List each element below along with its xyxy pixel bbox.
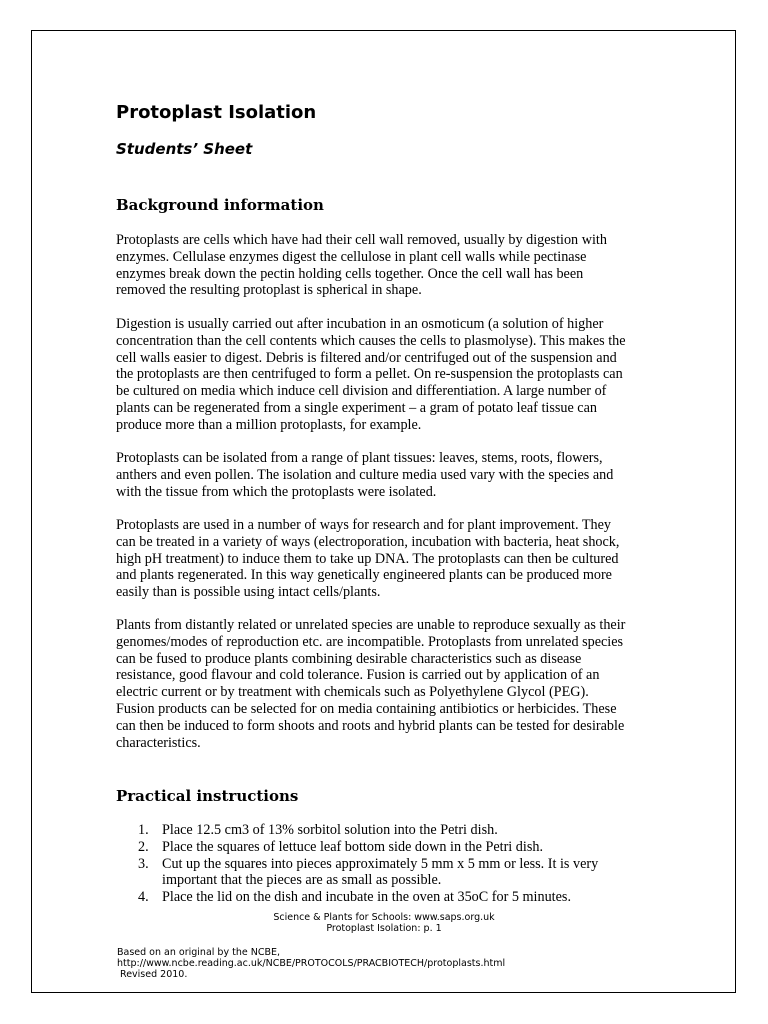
text-line: high pH treatment) to induce them to take up DNA. The protoplasts can then be cultured [116,550,619,567]
text-line: can be treated in a variety of ways (electroporation, incubation with bacteria, heat shock, [116,533,620,550]
background-paragraph-3 [116,450,676,500]
text-line: Protoplasts can be isolated from a range of plant tissues: leaves, stems, roots, flowers, [116,450,603,466]
text-line: be cultured on media which induce cell division and differentiation. A large number of [116,383,607,400]
credit-line: Based on an original by the NCBE, [117,947,280,958]
step-number: 3. [138,855,149,872]
practical-heading: Practical instructions [116,787,299,805]
background-paragraph-1 [116,232,676,299]
step-text: Cut up the squares into pieces approximately 5 mm x 5 mm or less. It is very [162,855,599,872]
step-number: 4. [138,889,149,906]
text-line: can be fused to produce plants combining desirable characteristics such as disease [116,650,582,667]
step-number: 1. [138,822,149,838]
text-line: Digestion is usually carried out after incubation in an osmoticum (a solution of higher [116,316,604,332]
text-line: Fusion products can be selected for on media containing antibiotics or herbicides. These [116,700,617,717]
background-paragraph-2 [116,316,676,434]
step-text: Place 12.5 cm3 of 13% sorbitol solution into the Petri dish. [162,822,498,838]
text-line: genomes/modes of reproduction etc. are incompatible. Protoplasts from unrelated species [116,633,624,650]
list-item [116,889,676,906]
text-line: Protoplasts are used in a number of ways for research and for plant improvement. They [116,517,611,533]
text-line: with the tissue from which the protoplasts were isolated. [116,483,437,500]
text-line: cell walls easier to digest. Debris is filtered and/or centrifuged out of the suspension and [116,349,617,366]
background-paragraph-5 [116,617,676,751]
text-line: the protoplasts are then centrifuged to form a pellet. On re-suspension the protoplasts can [116,366,623,383]
credit-revised: Revised 2010. [117,969,188,980]
text-line: electric current or by treatment with chemicals such as Polyethylene Glycol (PEG). [116,684,589,701]
step-text: important that the pieces are as small as possible. [162,872,442,889]
text-line: plants can be regenerated from a single experiment – a gram of potato leaf tissue can [116,399,597,416]
footer-site-line: Science & Plants for Schools: www.saps.org.uk [273,912,495,923]
practical-steps-list [116,822,676,906]
list-item [116,822,676,839]
text-line: produce more than a million protoplasts, for example. [116,416,422,433]
text-line: characteristics. [116,734,201,751]
page-subtitle: Students’ Sheet [116,140,253,158]
text-line: Protoplasts are cells which have had their cell wall removed, usually by digestion with [116,232,607,248]
step-number: 2. [138,838,149,855]
text-line: resistance, good flavour and cold tolerance. Fusion is carried out by application of an [116,667,600,684]
list-item [116,839,676,856]
text-line: easily than is possible using intact cells/plants. [116,584,381,601]
text-line: enzymes. Cellulase enzymes digest the cellulose in plant cell walls while pectinase [116,248,587,265]
page-title: Protoplast Isolation [116,102,317,123]
text-line: concentration than the cell contents which causes the cells to plasmolyse). This makes the [116,332,626,349]
credit-url: http://www.ncbe.reading.ac.uk/NCBE/PROTOCOLS/PRACBIOTECH/protoplasts.html [117,958,506,969]
background-heading: Background information [116,196,324,214]
text-line: enzymes break down the pectin holding cells together. Once the cell wall has been [116,265,584,282]
text-line: anthers and even pollen. The isolation and culture media used vary with the species and [116,466,614,483]
page-footer [0,912,768,934]
background-paragraph-4 [116,517,676,601]
text-line: and plants regenerated. In this way genetically engineered plants can be produced more [116,567,612,584]
list-item [116,856,676,890]
source-credit [117,947,505,980]
text-line: can then be induced to form shoots and roots and hybrid plants can be tested for desirable [116,717,625,734]
footer-page-line: Protoplast Isolation: p. 1 [326,923,442,934]
text-line: Plants from distantly related or unrelated species are unable to reproduce sexually as their [116,617,626,633]
text-line: removed the resulting protoplast is spherical in shape. [116,282,422,299]
step-text: Place the lid on the dish and incubate in the oven at 35oC for 5 minutes. [162,889,571,906]
step-text: Place the squares of lettuce leaf bottom side down in the Petri dish. [162,838,543,855]
